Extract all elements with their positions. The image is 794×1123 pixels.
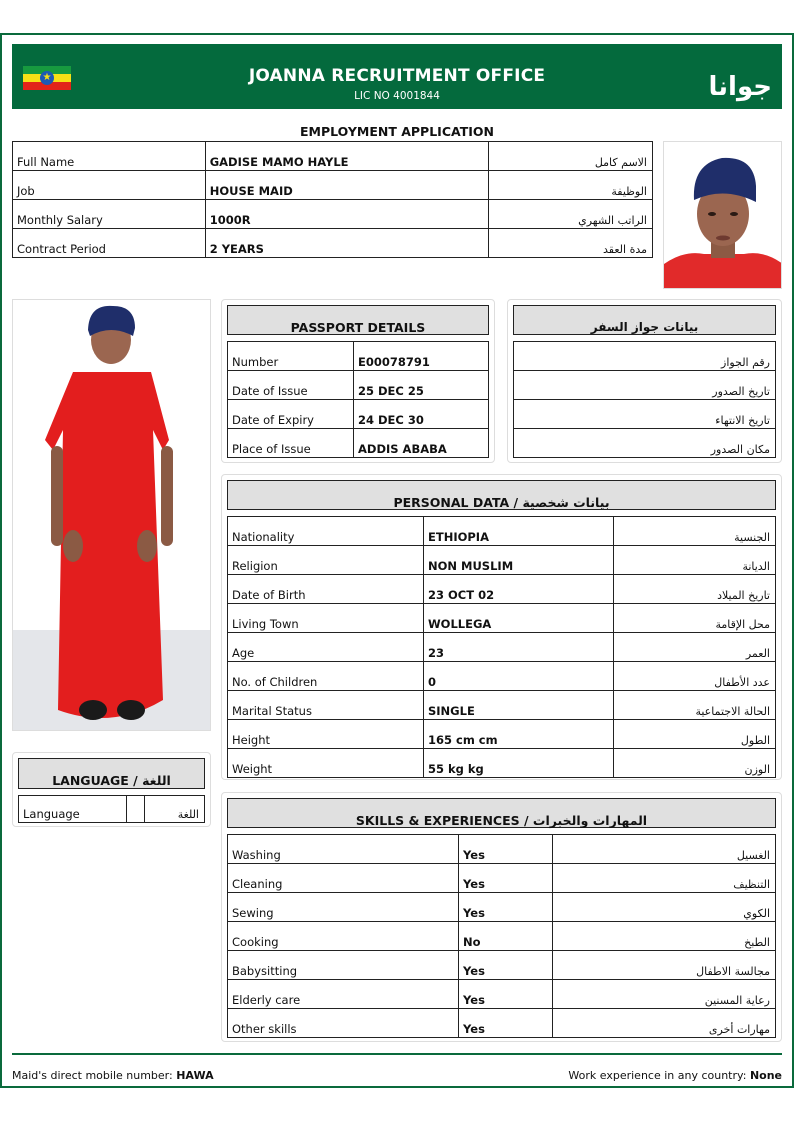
skill-value: Yes — [459, 893, 553, 922]
personal-label-ar: الحالة الاجتماعية — [614, 691, 776, 720]
personal-label: Date of Birth — [228, 575, 424, 604]
personal-label-ar: محل الإقامة — [614, 604, 776, 633]
skill-label: Other skills — [228, 1009, 459, 1038]
table-row — [228, 749, 776, 778]
table-row — [228, 662, 776, 691]
table-row — [514, 429, 776, 458]
mobile-number-info — [12, 1069, 214, 1082]
passport-value: ADDIS ABABA — [354, 429, 489, 458]
summary-table — [12, 141, 653, 258]
work-experience-info — [568, 1069, 782, 1082]
personal-label-ar: الجنسية — [614, 517, 776, 546]
table-row — [13, 229, 653, 258]
skill-label: Babysitting — [228, 951, 459, 980]
skill-label: Cleaning — [228, 864, 459, 893]
table-row — [228, 864, 776, 893]
personal-label-ar: الديانة — [614, 546, 776, 575]
skill-label-ar: رعاية المسنين — [553, 980, 776, 1009]
personal-section-title: PERSONAL DATA / بيانات شخصية — [227, 480, 776, 510]
mobile-value: HAWA — [176, 1069, 214, 1082]
skills-section-title: SKILLS & EXPERIENCES / المهارات والخبرات — [227, 798, 776, 828]
skill-value: Yes — [459, 835, 553, 864]
passport-label: Date of Issue — [228, 371, 354, 400]
language-card — [12, 752, 211, 827]
skills-card — [221, 792, 782, 1042]
table-row — [514, 342, 776, 371]
personal-data-card — [221, 474, 782, 780]
language-section-title: LANGUAGE / اللغة — [18, 758, 205, 789]
passport-label-ar: تاريخ الصدور — [514, 371, 776, 400]
office-header — [12, 44, 782, 109]
skill-label-ar: الكوي — [553, 893, 776, 922]
skill-label: Washing — [228, 835, 459, 864]
office-title: JOANNA RECRUITMENT OFFICE — [248, 66, 546, 86]
passport-label-ar: تاريخ الانتهاء — [514, 400, 776, 429]
passport-details-ar-card — [507, 299, 782, 463]
summary-label-ar: الاسم كامل — [489, 142, 653, 171]
application-title: EMPLOYMENT APPLICATION — [300, 124, 494, 139]
license-number: LIC NO 4001844 — [354, 90, 440, 102]
experience-label: Work experience in any country: — [568, 1069, 747, 1082]
skills-table — [227, 834, 776, 1038]
table-row — [514, 371, 776, 400]
language-table — [18, 795, 205, 823]
skill-value: Yes — [459, 1009, 553, 1038]
summary-label: Job — [13, 171, 206, 200]
personal-value: WOLLEGA — [424, 604, 614, 633]
personal-label-ar: تاريخ الميلاد — [614, 575, 776, 604]
personal-label: Weight — [228, 749, 424, 778]
personal-label: No. of Children — [228, 662, 424, 691]
personal-data-table — [227, 516, 776, 778]
footer-divider — [12, 1053, 782, 1055]
passport-value: E00078791 — [354, 342, 489, 371]
summary-label: Full Name — [13, 142, 206, 171]
personal-label-ar: عدد الأطفال — [614, 662, 776, 691]
summary-value: 2 YEARS — [205, 229, 489, 258]
language-label-ar: اللغة — [145, 796, 205, 823]
passport-label: Place of Issue — [228, 429, 354, 458]
personal-value: 23 — [424, 633, 614, 662]
passport-label: Number — [228, 342, 354, 371]
portrait-photo — [663, 141, 782, 289]
personal-label: Height — [228, 720, 424, 749]
passport-table — [227, 341, 489, 458]
summary-value: 1000R — [205, 200, 489, 229]
personal-label: Religion — [228, 546, 424, 575]
table-row — [19, 796, 205, 823]
table-row — [228, 575, 776, 604]
summary-label-ar: الوظيفة — [489, 171, 653, 200]
passport-section-title: PASSPORT DETAILS — [227, 305, 489, 335]
summary-label: Contract Period — [13, 229, 206, 258]
passport-label-ar: رقم الجواز — [514, 342, 776, 371]
table-row — [514, 400, 776, 429]
skill-label-ar: الطبخ — [553, 922, 776, 951]
mobile-label: Maid's direct mobile number: — [12, 1069, 173, 1082]
skill-label-ar: الغسيل — [553, 835, 776, 864]
experience-value: None — [749, 1069, 782, 1082]
table-row — [228, 429, 489, 458]
summary-value: HOUSE MAID — [205, 171, 489, 200]
summary-label-ar: مدة العقد — [489, 229, 653, 258]
personal-label-ar: الوزن — [614, 749, 776, 778]
passport-value: 24 DEC 30 — [354, 400, 489, 429]
skill-value: Yes — [459, 951, 553, 980]
flag-emblem-icon: ★ — [40, 71, 54, 85]
table-row — [13, 200, 653, 229]
table-row — [228, 604, 776, 633]
table-row — [228, 400, 489, 429]
skill-value: Yes — [459, 980, 553, 1009]
passport-label: Date of Expiry — [228, 400, 354, 429]
passport-ar-table — [513, 341, 776, 458]
passport-value: 25 DEC 25 — [354, 371, 489, 400]
full-body-photo — [12, 299, 211, 731]
personal-label-ar: الطول — [614, 720, 776, 749]
summary-label-ar: الراتب الشهري — [489, 200, 653, 229]
personal-value: ETHIOPIA — [424, 517, 614, 546]
personal-value: NON MUSLIM — [424, 546, 614, 575]
passport-details-card — [221, 299, 495, 463]
skill-label: Elderly care — [228, 980, 459, 1009]
language-value — [127, 796, 145, 823]
table-row — [228, 1009, 776, 1038]
table-row — [228, 893, 776, 922]
passport-section-title-ar: بيانات جواز السفر — [513, 305, 776, 335]
table-row — [228, 546, 776, 575]
skill-value: Yes — [459, 864, 553, 893]
personal-label: Nationality — [228, 517, 424, 546]
personal-label: Living Town — [228, 604, 424, 633]
personal-value: 55 kg kg — [424, 749, 614, 778]
language-label: Language — [19, 796, 127, 823]
personal-label: Age — [228, 633, 424, 662]
table-row — [228, 922, 776, 951]
skill-label: Cooking — [228, 922, 459, 951]
table-row — [13, 142, 653, 171]
skill-label-ar: التنظيف — [553, 864, 776, 893]
table-row — [13, 171, 653, 200]
passport-label-ar: مكان الصدور — [514, 429, 776, 458]
summary-value: GADISE MAMO HAYLE — [205, 142, 489, 171]
table-row — [228, 980, 776, 1009]
personal-value: SINGLE — [424, 691, 614, 720]
table-row — [228, 517, 776, 546]
table-row — [228, 951, 776, 980]
table-row — [228, 342, 489, 371]
skill-label: Sewing — [228, 893, 459, 922]
summary-label: Monthly Salary — [13, 200, 206, 229]
table-row — [228, 691, 776, 720]
office-arabic-name: جوانا — [708, 72, 772, 102]
personal-value: 0 — [424, 662, 614, 691]
personal-label: Marital Status — [228, 691, 424, 720]
table-row — [228, 720, 776, 749]
table-row — [228, 835, 776, 864]
personal-label-ar: العمر — [614, 633, 776, 662]
table-row — [228, 633, 776, 662]
personal-value: 165 cm cm — [424, 720, 614, 749]
table-row — [228, 371, 489, 400]
personal-value: 23 OCT 02 — [424, 575, 614, 604]
skill-value: No — [459, 922, 553, 951]
skill-label-ar: مهارات أخرى — [553, 1009, 776, 1038]
skill-label-ar: مجالسة الاطفال — [553, 951, 776, 980]
